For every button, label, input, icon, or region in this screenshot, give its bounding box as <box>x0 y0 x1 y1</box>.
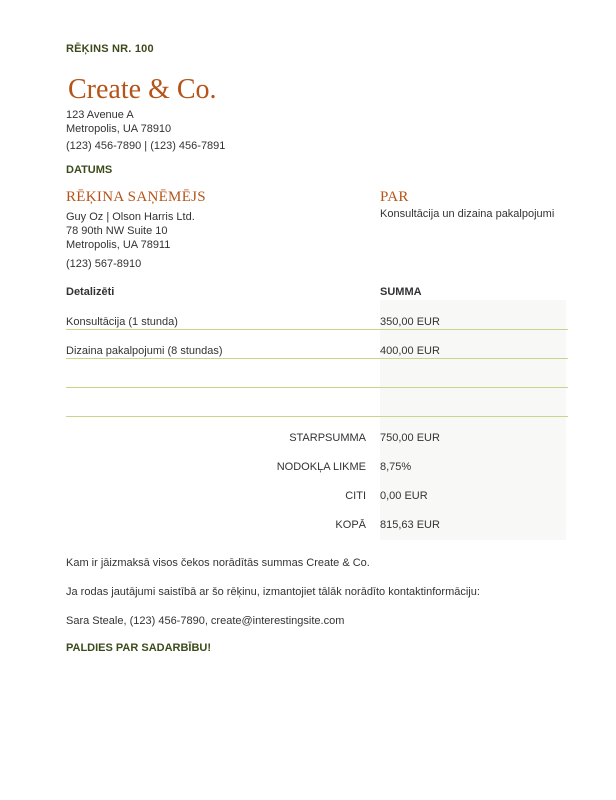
amount-column-shade <box>380 300 566 540</box>
company-name: Create & Co. <box>68 74 217 105</box>
recipient-heading: RĒĶINA SAŅĒMĒJS <box>66 189 206 205</box>
tax-rate-label: NODOKĻA LIKME <box>276 461 366 473</box>
for-text: Konsultācija un dizaina pakalpojumi <box>380 208 555 220</box>
recipient-phone: (123) 567-8910 <box>66 258 142 270</box>
subtotal-value: 750,00 EUR <box>380 432 440 444</box>
row-divider <box>66 387 568 388</box>
table-header-description: Detalizēti <box>66 286 115 298</box>
total-label: KOPĀ <box>335 519 366 531</box>
subtotal-label: STARPSUMMA <box>289 432 366 444</box>
table-row-amount: 400,00 EUR <box>380 345 440 357</box>
tax-rate-value: 8,75% <box>380 461 412 473</box>
table-header-amount: SUMMA <box>380 286 422 298</box>
company-city: Metropolis, UA 78910 <box>66 123 172 135</box>
table-row-amount: 350,00 EUR <box>380 316 440 328</box>
other-value: 0,00 EUR <box>380 490 428 502</box>
invoice-number: RĒĶINS NR. 100 <box>66 43 154 55</box>
company-phones: (123) 456-7890 | (123) 456-7891 <box>66 140 226 152</box>
table-row-description: Konsultācija (1 stunda) <box>66 316 178 328</box>
recipient-line3: Metropolis, UA 78911 <box>66 239 171 251</box>
row-divider <box>66 416 568 417</box>
company-street: 123 Avenue A <box>66 109 134 121</box>
row-divider <box>66 358 568 359</box>
table-row-description: Dizaina pakalpojumi (8 stundas) <box>66 345 223 357</box>
questions-note: Ja rodas jautājumi saistībā ar šo rēķinu, izmantojiet tālāk norādīto kontaktinformāciju: <box>66 586 480 598</box>
date-label: DATUMS <box>66 164 113 176</box>
payable-note: Kam ir jāizmaksā visos čekos norādītās summas Create & Co. <box>66 557 370 569</box>
for-heading: PAR <box>380 189 409 205</box>
thanks-message: PALDIES PAR SADARBĪBU! <box>66 642 212 654</box>
recipient-line1: Guy Oz | Olson Harris Ltd. <box>66 211 195 223</box>
recipient-line2: 78 90th NW Suite 10 <box>66 225 168 237</box>
contact-info: Sara Steale, (123) 456-7890, create@interestingsite.com <box>66 615 345 627</box>
total-value: 815,63 EUR <box>380 519 440 531</box>
row-divider <box>66 329 568 330</box>
other-label: CITI <box>345 490 366 502</box>
